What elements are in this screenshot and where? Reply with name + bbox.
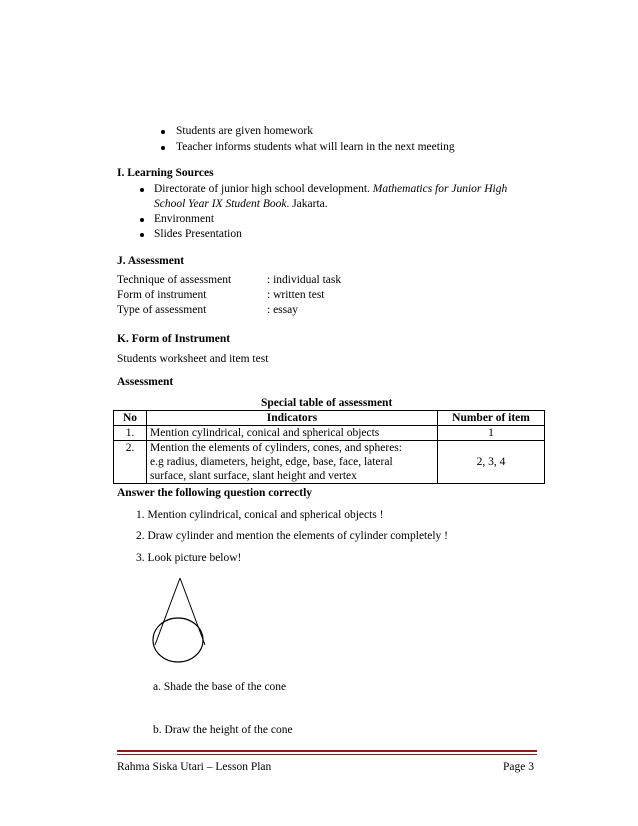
header-no: No — [114, 411, 147, 426]
sub-question-a: a. Shade the base of the cone — [153, 681, 287, 693]
questions-heading: Answer the following question correctly — [117, 487, 313, 499]
next-meeting-bullet-text: Teacher informs students what will learn in the next meeting — [176, 141, 455, 153]
type-label: Type of assessment — [117, 304, 207, 316]
book-title-part2: School Year IX Student Book — [154, 198, 287, 210]
indicator-line: surface, slant surface, slant height and vertex — [150, 470, 357, 482]
question-3: 3. Look picture below! — [136, 552, 242, 564]
header-indicators: Indicators — [147, 411, 438, 426]
bullet-dot — [140, 218, 144, 222]
form-value: : written test — [267, 289, 325, 301]
cone-figure — [145, 575, 215, 670]
question-2: 2. Draw cylinder and mention the elements of cylinder completely ! — [136, 530, 448, 542]
indicator-line: Mention the elements of cylinders, cones, and spheres: — [150, 442, 402, 454]
header-number-of-item: Number of item — [438, 411, 545, 426]
source-directorate-line2 — [154, 197, 328, 211]
indicator-line: e.g radius, diameters, height, edge, base, face, lateral — [150, 456, 393, 468]
footer-author: Rahma Siska Utari – Lesson Plan — [117, 761, 272, 773]
sub-question-b: b. Draw the height of the cone — [153, 724, 293, 736]
technique-value: : individual task — [267, 274, 342, 286]
instrument-text: Students worksheet and item test — [117, 353, 269, 365]
source-directorate-text: Directorate of junior high school development. — [154, 183, 373, 195]
row-indicator: Mention cylindrical, conical and spherical objects — [147, 426, 438, 441]
source-slides: Slides Presentation — [154, 228, 242, 240]
row-no: 2. — [114, 441, 147, 484]
form-label: Form of instrument — [117, 289, 207, 301]
bullet-dot — [161, 130, 165, 134]
technique-label: Technique of assessment — [117, 274, 232, 286]
source-environment: Environment — [154, 213, 215, 225]
footer-rule-thin — [117, 754, 537, 755]
source-directorate-line1 — [154, 182, 507, 196]
table-title: Special table of assessment — [261, 397, 393, 409]
row-items: 1 — [438, 426, 545, 441]
footer-rule — [117, 750, 537, 752]
page-number: Page 3 — [503, 761, 534, 773]
table-row — [114, 426, 545, 441]
assessment-table — [113, 410, 545, 484]
cone-base — [153, 618, 203, 662]
homework-bullet-text: Students are given homework — [176, 125, 314, 137]
question-1: 1. Mention cylindrical, conical and spherical objects ! — [136, 509, 384, 521]
bullet-dot — [140, 233, 144, 237]
bullet-dot — [140, 188, 144, 192]
book-location: . Jakarta. — [286, 198, 328, 210]
assessment-label: Assessment — [117, 376, 174, 388]
form-of-instrument-heading: K. Form of Instrument — [117, 333, 231, 345]
cone-left-edge — [155, 578, 180, 645]
table-row — [114, 441, 545, 484]
bullet-dot — [161, 146, 165, 150]
cone-right-edge — [180, 578, 205, 645]
book-title-part1: Mathematics for Junior High — [372, 183, 508, 195]
row-items: 2, 3, 4 — [438, 441, 545, 484]
table-header-row — [114, 411, 545, 426]
learning-sources-heading: I. Learning Sources — [117, 167, 214, 179]
assessment-heading: J. Assessment — [117, 255, 185, 267]
type-value: : essay — [267, 304, 298, 316]
row-indicator — [147, 441, 438, 484]
row-no: 1. — [114, 426, 147, 441]
